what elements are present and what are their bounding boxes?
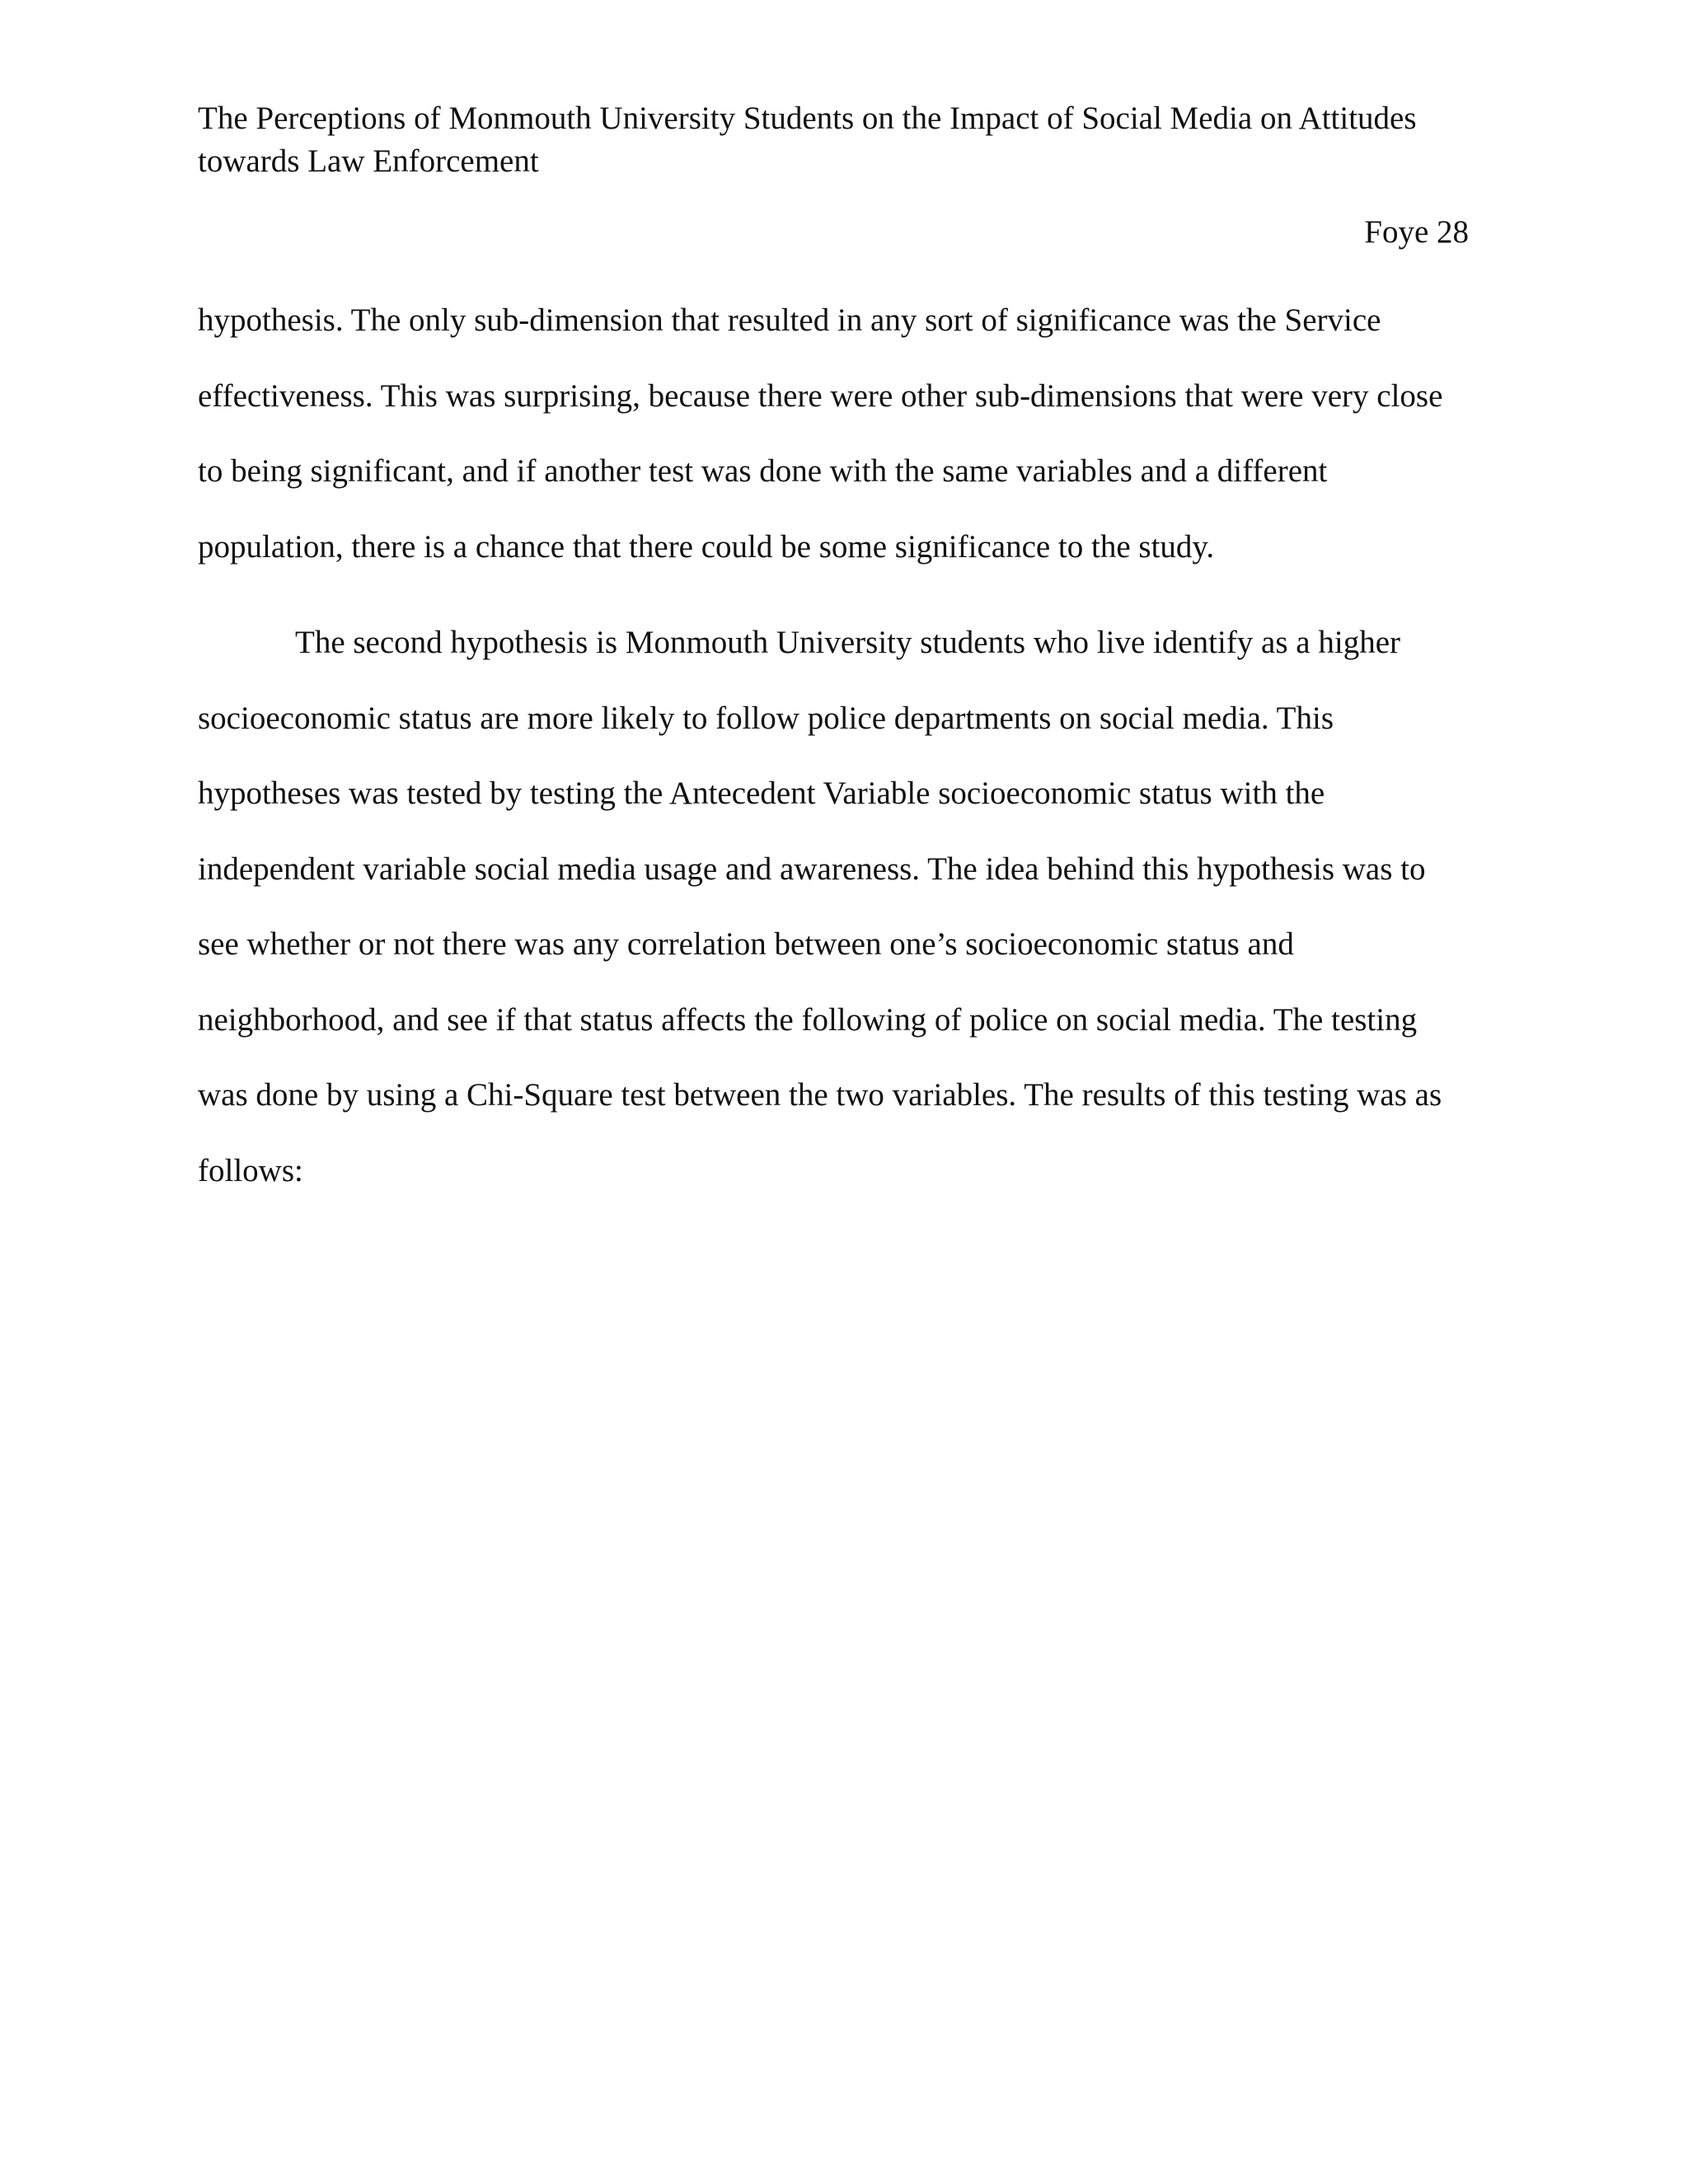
running-head-line-1: The Perceptions of Monmouth University Students on the Impact of Social Media on Attitudes [198, 101, 1417, 136]
running-head [198, 97, 1484, 183]
paragraph-line: was done by using a Chi-Square test between the two variables. The results of this testing was as [198, 1077, 1442, 1113]
page-number: Foye 28 [1364, 214, 1469, 250]
paragraph-line: socioeconomic status are more likely to follow police departments on social media. This [198, 700, 1334, 736]
paragraph-line: see whether or not there was any correlation between one’s socioeconomic status and [198, 926, 1294, 962]
paragraph-line: The second hypothesis is Monmouth University students who live identify as a higher [295, 625, 1400, 660]
paragraph-line: neighborhood, and see if that status affects the following of police on social media. The testing [198, 1001, 1418, 1038]
paragraph-line: follows: [198, 1152, 303, 1188]
paragraph-line: population, there is a chance that there could be some significance to the study. [198, 528, 1215, 565]
paragraph-1 [198, 283, 1492, 584]
paragraph-2 [198, 605, 1492, 1208]
paragraph-line: independent variable social media usage and awareness. The idea behind this hypothesis was to [198, 851, 1426, 887]
paragraph-line: hypothesis. The only sub-dimension that resulted in any sort of significance was the Service [198, 302, 1381, 338]
running-head-line-2: towards Law Enforcement [198, 143, 539, 179]
paragraph-line: hypotheses was tested by testing the Antecedent Variable socioeconomic status with the [198, 776, 1325, 811]
paragraph-line: to being significant, and if another test was done with the same variables and a different [198, 453, 1328, 489]
paragraph-line: effectiveness. This was surprising, because there were other sub-dimensions that were very close [198, 377, 1443, 414]
